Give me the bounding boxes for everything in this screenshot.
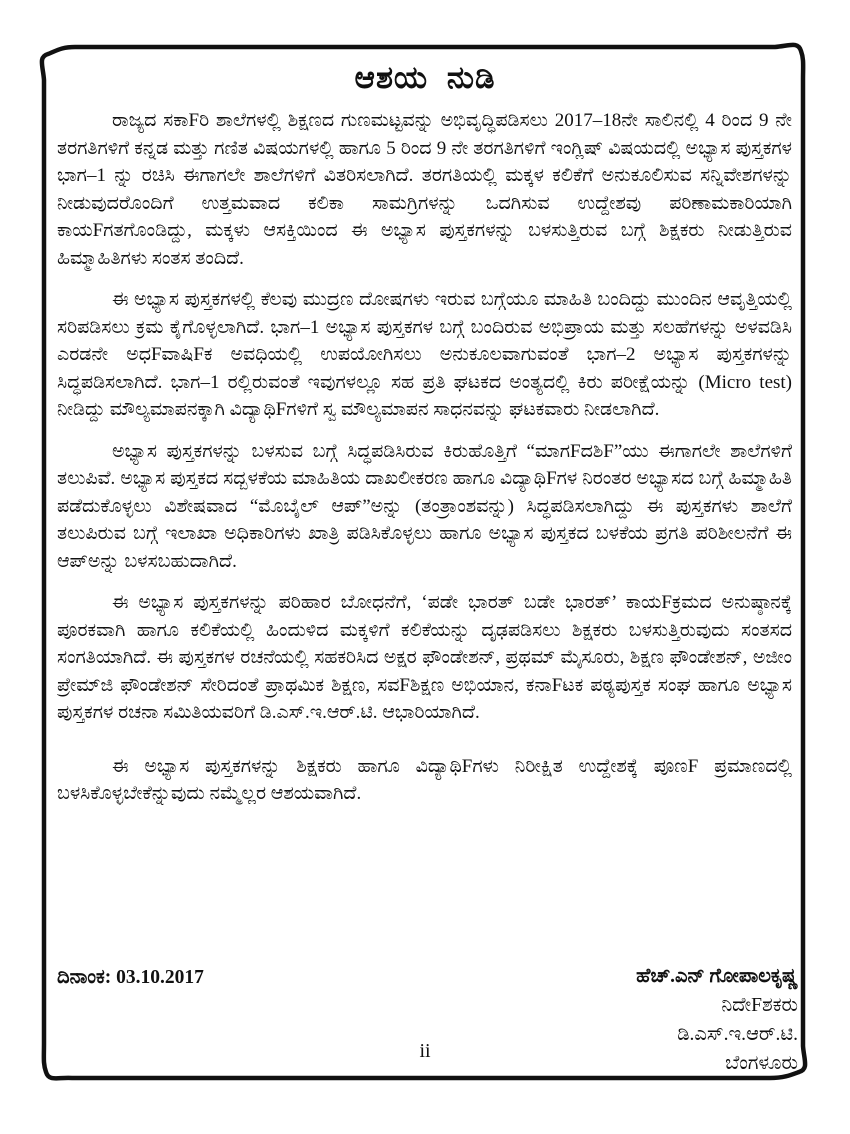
paragraph: ಈ ಅಭ್ಯಾಸ ಪುಸ್ತಕಗಳಲ್ಲಿ ಕೆಲವು ಮುದ್ರಣ ದೋಷಗಳು ಇರುವ ಬಗ್ಗೆಯೂ ಮಾಹಿತಿ ಬಂದಿದ್ದು ಮುಂದಿನ ಆವೃತ್ತಿಯಲ್ಲಿ ಸರಿಪಡಿಸಲು ಕ್ರಮ ಕೈಗೊಳ್ಳಲಾಗಿದೆ. ಭಾಗ–1 ಅಭ್ಯಾಸ ಪುಸ್ತಕಗಳ ಬಗ್ಗೆ ಬಂದಿರುವ ಅಭಿಪ್ರಾಯ ಮತ್ತು ಸಲಹೆಗಳನ್ನು ಅಳವಡಿಸಿ ಎರಡನೇ ಅಧFವಾಷಿFಕ ಅವಧಿಯಲ್ಲಿ ಉಪಯೋಗಿಸಲು ಅನುಕೂಲವಾಗುವಂತೆ ಭಾಗ–2 ಅಭ್ಯಾಸ ಪುಸ್ತಕಗಳನ್ನು ಸಿದ್ಧಪಡಿಸಲಾಗಿದೆ. ಭಾಗ–1 ರಲ್ಲಿರುವಂತೆ ಇವುಗಳಲ್ಲೂ ಸಹ ಪ್ರತಿ ಘಟಕದ ಅಂತ್ಯದಲ್ಲಿ ಕಿರು ಪರೀಕ್ಷೆಯನ್ನು (Micro test) ನೀಡಿದ್ದು ಮೌಲ್ಯಮಾಪನಕ್ಕಾಗಿ ವಿದ್ಯಾಥಿFಗಳಿಗೆ ಸ್ವ ಮೌಲ್ಯಮಾಪನ ಸಾಧನವನ್ನು ಘಟಕವಾರು ನೀಡಲಾಗಿದೆ. <box>57 289 792 420</box>
page-number: ii <box>419 1040 431 1062</box>
paragraph: ರಾಜ್ಯದ ಸಕಾFರಿ ಶಾಲೆಗಳಲ್ಲಿ ಶಿಕ್ಷಣದ ಗುಣಮಟ್ಟವನ್ನು ಅಭಿವೃದ್ಧಿಪಡಿಸಲು 2017–18ನೇ ಸಾಲಿನಲ್ಲಿ 4 ರಿಂದ 9 ನೇ ತರಗತಿಗಳಿಗೆ ಕನ್ನಡ ಮತ್ತು ಗಣಿತ ವಿಷಯಗಳಲ್ಲಿ ಹಾಗೂ 5 ರಿಂದ 9 ನೇ ತರಗತಿಗಳಿಗೆ ಇಂಗ್ಲಿಷ್ ವಿಷಯದಲ್ಲಿ ಅಭ್ಯಾಸ ಪುಸ್ತಕಗಳ ಭಾಗ–1 ನ್ನು ರಚಿಸಿ ಈಗಾಗಲೇ ಶಾಲೆಗಳಿಗೆ ವಿತರಿಸಲಾಗಿದೆ. ತರಗತಿಯಲ್ಲಿ ಮಕ್ಕಳ ಕಲಿಕೆಗೆ ಅನುಕೂಲಿಸುವ ಸನ್ನಿವೇಶಗಳನ್ನು ನೀಡುವುದರೊಂದಿಗೆ ಉತ್ತಮವಾದ ಕಲಿಕಾ ಸಾಮಗ್ರಿಗಳನ್ನು ಒದಗಿಸುವ ಉದ್ದೇಶವು ಪರಿಣಾಮಕಾರಿಯಾಗಿ ಕಾಯFಗತಗೊಂಡಿದ್ದು, ಮಕ್ಕಳು ಆಸಕ್ತಿಯಿಂದ ಈ ಅಭ್ಯಾಸ ಪುಸ್ತಕಗಳನ್ನು ಬಳಸುತ್ತಿರುವ ಬಗ್ಗೆ ಶಿಕ್ಷಕರು ನೀಡುತ್ತಿರುವ ಹಿಮ್ಮಾಹಿತಿಗಳು ಸಂತಸ ತಂದಿದೆ. <box>57 110 792 269</box>
paragraph: ಅಭ್ಯಾಸ ಪುಸ್ತಕಗಳನ್ನು ಬಳಸುವ ಬಗ್ಗೆ ಸಿದ್ಧಪಡಿಸಿರುವ ಕಿರುಹೊತ್ತಿಗೆ “ಮಾಗFದಶಿF”ಯು ಈಗಾಗಲೇ ಶಾಲೆಗಳಿಗೆ ತಲುಪಿವೆ. ಅಭ್ಯಾಸ ಪುಸ್ತಕದ ಸದ್ಬಳಕೆಯ ಮಾಹಿತಿಯ ದಾಖಲೀಕರಣ ಹಾಗೂ ವಿದ್ಯಾಥಿFಗಳ ನಿರಂತರ ಅಭ್ಯಾಸದ ಬಗ್ಗೆ ಹಿಮ್ಮಾಹಿತಿ ಪಡೆದುಕೊಳ್ಳಲು ವಿಶೇಷವಾದ “ಮೊಬೈಲ್ ಆಪ್”ಅನ್ನು (ತಂತ್ರಾಂಶವನ್ನು) ಸಿದ್ಧಪಡಿಸಲಾಗಿದ್ದು ಈ ಪುಸ್ತಕಗಳು ಶಾಲೆಗೆ ತಲುಪಿರುವ ಬಗ್ಗೆ ಇಲಾಖಾ ಅಧಿಕಾರಿಗಳು ಖಾತ್ರಿ ಪಡಿಸಿಕೊಳ್ಳಲು ಹಾಗೂ ಅಭ್ಯಾಸ ಪುಸ್ತಕದ ಬಳಕೆಯ ಪ್ರಗತಿ ಪರಿಶೀಲನೆಗೆ ಈ ಆಪ್‌ಅನ್ನು ಬಳಸಬಹುದಾಗಿದೆ. <box>57 440 792 572</box>
date-line: ದಿನಾಂಕ: 03.10.2017 <box>57 967 204 988</box>
paragraph: ಈ ಅಭ್ಯಾಸ ಪುಸ್ತಕಗಳನ್ನು ಪರಿಹಾರ ಬೋಧನೆಗೆ, ‘ಪಡೇ ಭಾರತ್ ಬಡೇ ಭಾರತ್’ ಕಾಯFಕ್ರಮದ ಅನುಷ್ಠಾನಕ್ಕೆ ಪೂರಕವಾಗಿ ಹಾಗೂ ಕಲಿಕೆಯಲ್ಲಿ ಹಿಂದುಳಿದ ಮಕ್ಕಳಿಗೆ ಕಲಿಕೆಯನ್ನು ದೃಢಪಡಿಸಲು ಶಿಕ್ಷಕರು ಬಳಸುತ್ತಿರುವುದು ಸಂತಸದ ಸಂಗತಿಯಾಗಿದೆ. ಈ ಪುಸ್ತಕಗಳ ರಚನೆಯಲ್ಲಿ ಸಹಕರಿಸಿದ ಅಕ್ಷರ ಫೌಂಡೇಶನ್, ಪ್ರಥಮ್ ಮೈಸೂರು, ಶಿಕ್ಷಣ ಫೌಂಡೇಶನ್, ಅಜೀಂ ಪ್ರೇಮ್‌ಜಿ ಫೌಂಡೇಶನ್ ಸೇರಿದಂತೆ ಪ್ರಾಥಮಿಕ ಶಿಕ್ಷಣ, ಸವFಶಿಕ್ಷಣ ಅಭಿಯಾನ, ಕನಾFಟಕ ಪಠ್ಯಪುಸ್ತಕ ಸಂಘ ಹಾಗೂ ಅಭ್ಯಾಸ ಪುಸ್ತಕಗಳ ರಚನಾ ಸಮಿತಿಯವರಿಗೆ ಡಿ.ಎಸ್.ಇ.ಆರ್.ಟಿ. ಆಭಾರಿಯಾಗಿದೆ. <box>57 592 792 723</box>
document-body <box>57 107 792 957</box>
paragraph: ಈ ಅಭ್ಯಾಸ ಪುಸ್ತಕಗಳನ್ನು ಶಿಕ್ಷಕರು ಹಾಗೂ ವಿದ್ಯಾಥಿFಗಳು ನಿರೀಕ್ಷಿತ ಉದ್ದೇಶಕ್ಕೆ ಪೂಣF ಪ್ರಮಾಣದಲ್ಲಿ ಬಳಸಿಕೊಳ್ಳಬೇಕೆನ್ನುವುದು ನಮ್ಮೆಲ್ಲರ ಆಶಯವಾಗಿದೆ. <box>57 755 792 804</box>
signature-place: ಬೆಂಗಳೂರು <box>725 1053 798 1074</box>
page-title: ಆಶಯ ನುಡಿ <box>354 60 496 95</box>
signature-organization: ಡಿ.ಎಸ್.ಇ.ಆರ್.ಟಿ. <box>677 1024 798 1045</box>
signature-designation: ನಿದೇFಶಕರು <box>721 995 798 1016</box>
signature-name: ಹೆಚ್.ಎನ್ ಗೋಪಾಲಕೃಷ್ಣ <box>636 966 798 987</box>
